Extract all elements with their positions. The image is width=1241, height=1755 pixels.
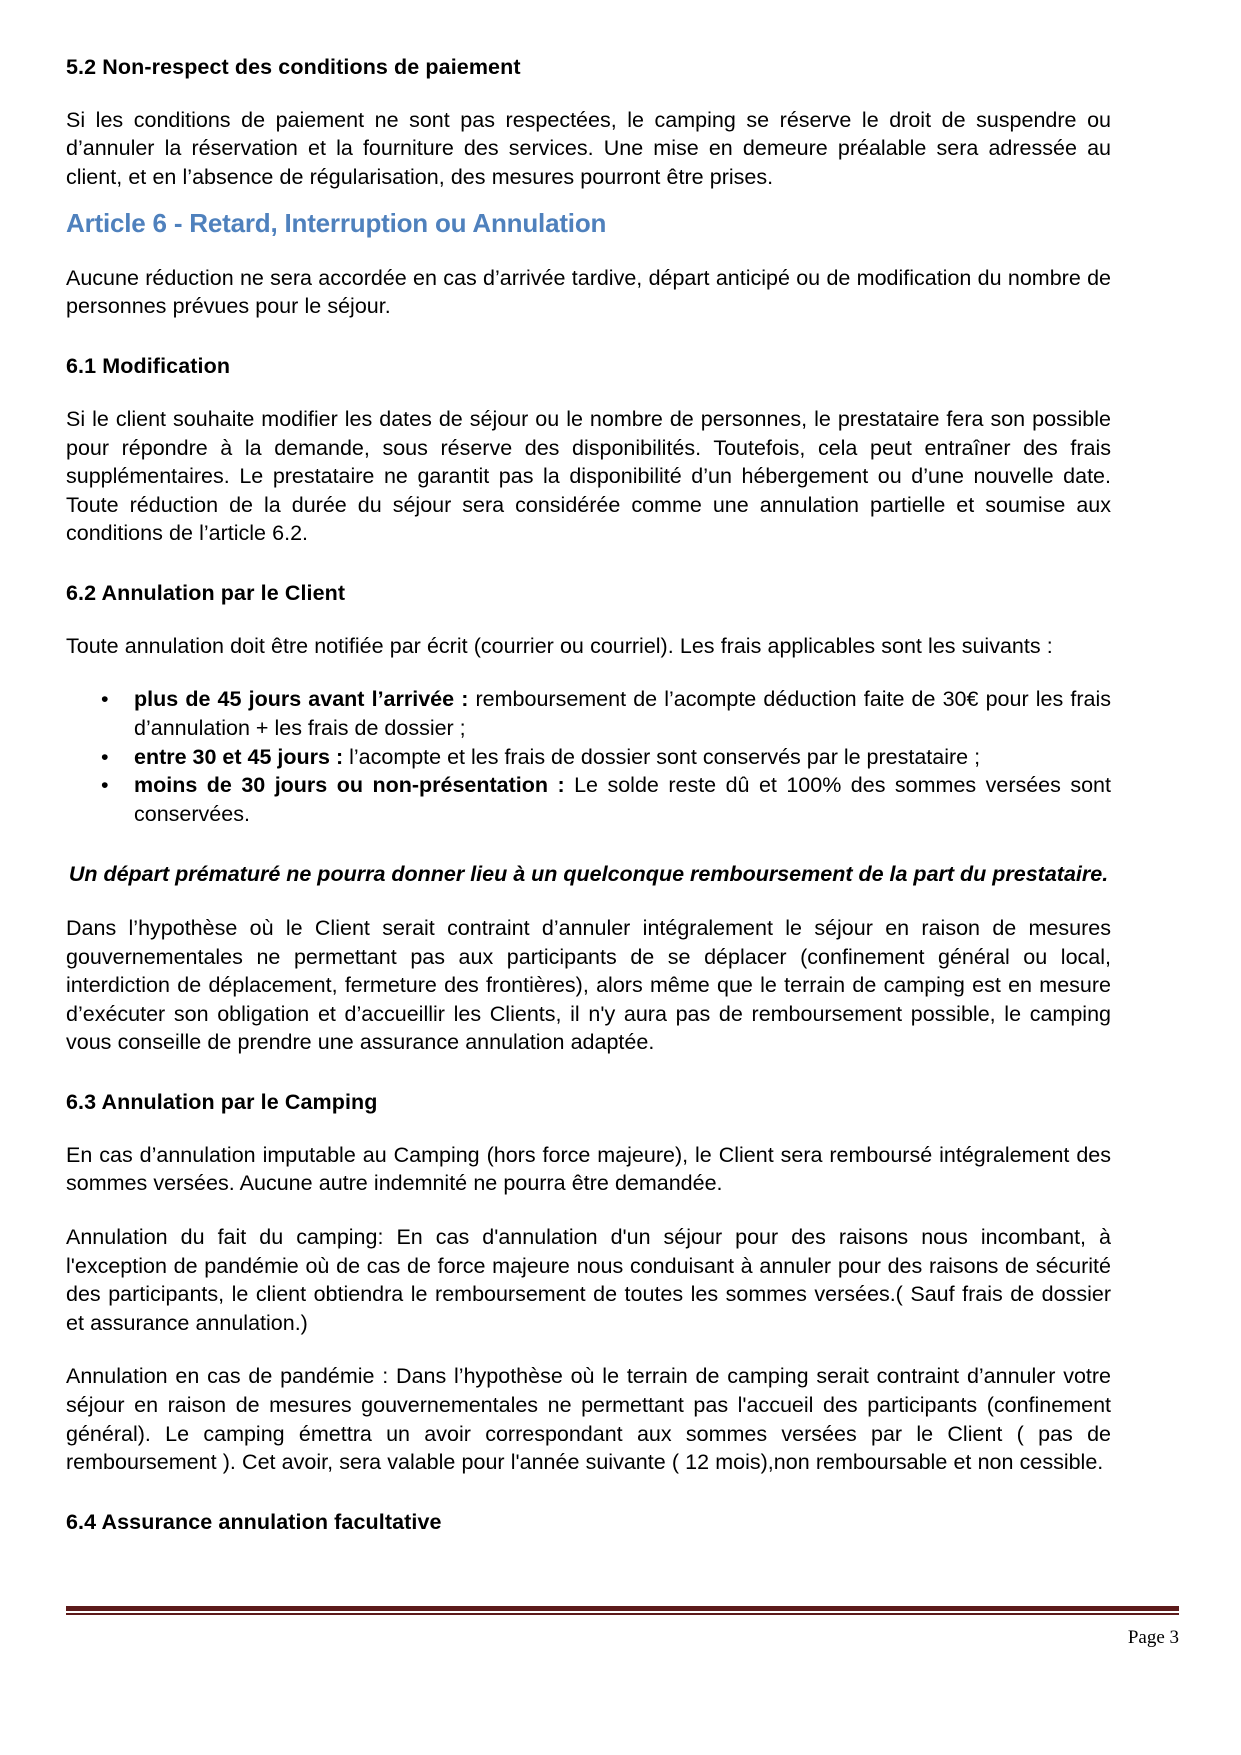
heading-article-6: Article 6 - Retard, Interruption ou Annulation — [66, 207, 607, 238]
spacer — [66, 828, 1111, 860]
spacer — [66, 1116, 1111, 1141]
paragraph-6-3-2: Annulation du fait du camping: En cas d'annulation d'un séjour pour des raisons nous incombant, à l'exception de pandémie où de cas de force majeure nous conduisant à annuler pour des raisons de sécurité des participants, le client obtiendra le remboursement de toutes les sommes versées.( Sauf frais de dossier et assurance annulation.) — [66, 1224, 1111, 1335]
paragraph-government-measures: Dans l’hypothèse où le Client serait contraint d’annuler intégralement le séjour en raison de mesures gouvernementales ne permettant pas aux participants de se déplacer (confinement général ou local, interdiction de déplacement, fermeture des frontières), alors même que le terrain de camping est en mesure d’exécuter son obligation et d’accueillir les Clients, il n'y aura pas de remboursement possible, le camping vous conseille de prendre une assurance annulation adaptée. — [66, 915, 1111, 1055]
list-item-lead: plus de 45 jours avant l’arrivée : — [134, 687, 469, 712]
heading-6-4: 6.4 Assurance annulation facultative — [66, 1509, 442, 1534]
list-item-text: Le solde reste dû et 100% des sommes versées sont conservées. — [134, 773, 1111, 826]
paragraph-article-6-intro: Aucune réduction ne sera accordée en cas d’arrivée tardive, départ anticipé ou de modification du nombre de personnes prévues pour le séjour. — [66, 265, 1111, 319]
spacer — [66, 321, 1111, 353]
list-item — [66, 685, 1111, 742]
paragraph-6-3-1: En cas d’annulation imputable au Camping (hors force majeure), le Client sera remboursé intégralement des sommes versées. Aucune autre indemnité ne pourra être demandée. — [66, 1142, 1111, 1196]
spacer — [66, 1198, 1111, 1223]
list-item-text: l’acompte et les frais de dossier sont conservés par le prestataire ; — [343, 744, 981, 769]
paragraph-6-1: Si le client souhaite modifier les dates de séjour ou le nombre de personnes, le prestataire fera son possible pour répondre à la demande, sous réserve des disponibilités. Toutefois, cela peut entraîner des frais supplémentaires. Le prestataire ne garantit pas la disponibilité d’un hébergement ou d’une nouvelle date. Toute réduction de la durée du séjour sera considérée comme une annulation partielle et soumise aux conditions de l’article 6.2. — [66, 406, 1111, 546]
paragraph-5-2: Si les conditions de paiement ne sont pas respectées, le camping se réserve le droit de suspendre ou d’annuler la réservation et la fourniture des services. Une mise en demeure préalable sera adressée au client, et en l’absence de régularisation, des mesures pourront être prises. — [66, 107, 1111, 190]
heading-6-3: 6.3 Annulation par le Camping — [66, 1089, 378, 1114]
bullet-icon: • — [101, 773, 109, 798]
paragraph-6-2-intro: Toute annulation doit être notifiée par écrit (courrier ou courriel). Les frais applicables sont les suivants : — [66, 633, 1053, 658]
spacer — [66, 239, 1111, 264]
list-item — [66, 771, 1111, 828]
cancellation-fee-list — [66, 685, 1111, 828]
list-item-lead: moins de 30 jours ou non-présentation : — [134, 773, 565, 798]
footer-divider — [66, 1606, 1179, 1615]
spacer — [66, 548, 1111, 580]
page-footer — [66, 1606, 1179, 1649]
spacer — [66, 889, 1111, 914]
heading-5-2: 5.2 Non-respect des conditions de paiement — [66, 55, 521, 79]
page-number: Page 3 — [1127, 1627, 1179, 1648]
bullet-icon: • — [101, 744, 109, 769]
page-content — [66, 54, 1111, 1536]
spacer — [66, 380, 1111, 405]
list-item — [66, 743, 1111, 772]
heading-6-1: 6.1 Modification — [66, 354, 231, 379]
spacer — [66, 1337, 1111, 1362]
spacer — [66, 1057, 1111, 1089]
spacer — [66, 607, 1111, 632]
list-item-text: remboursement de l’acompte déduction faite de 30€ pour les frais d’annulation + les frais de dossier ; — [134, 687, 1111, 740]
spacer — [66, 81, 1111, 106]
spacer — [66, 1477, 1111, 1509]
heading-6-2: 6.2 Annulation par le Client — [66, 580, 346, 605]
bullet-icon: • — [101, 687, 109, 712]
spacer — [66, 660, 1111, 685]
spacer — [66, 192, 1111, 208]
early-departure-note: Un départ prématuré ne pourra donner lieu à un quelconque remboursement de la part du prestataire. — [68, 862, 1109, 887]
list-item-lead: entre 30 et 45 jours : — [134, 744, 344, 769]
paragraph-6-3-3: Annulation en cas de pandémie : Dans l’hypothèse où le terrain de camping serait contraint d’annuler votre séjour en raison de mesures gouvernementales ne permettant pas l'accueil des participants (confinement général). Le camping émettra un avoir correspondant aux sommes versées par le Client ( pas de remboursement ). Cet avoir, sera valable pour l'année suivante ( 12 mois),non remboursable et non cessible. — [66, 1364, 1111, 1475]
